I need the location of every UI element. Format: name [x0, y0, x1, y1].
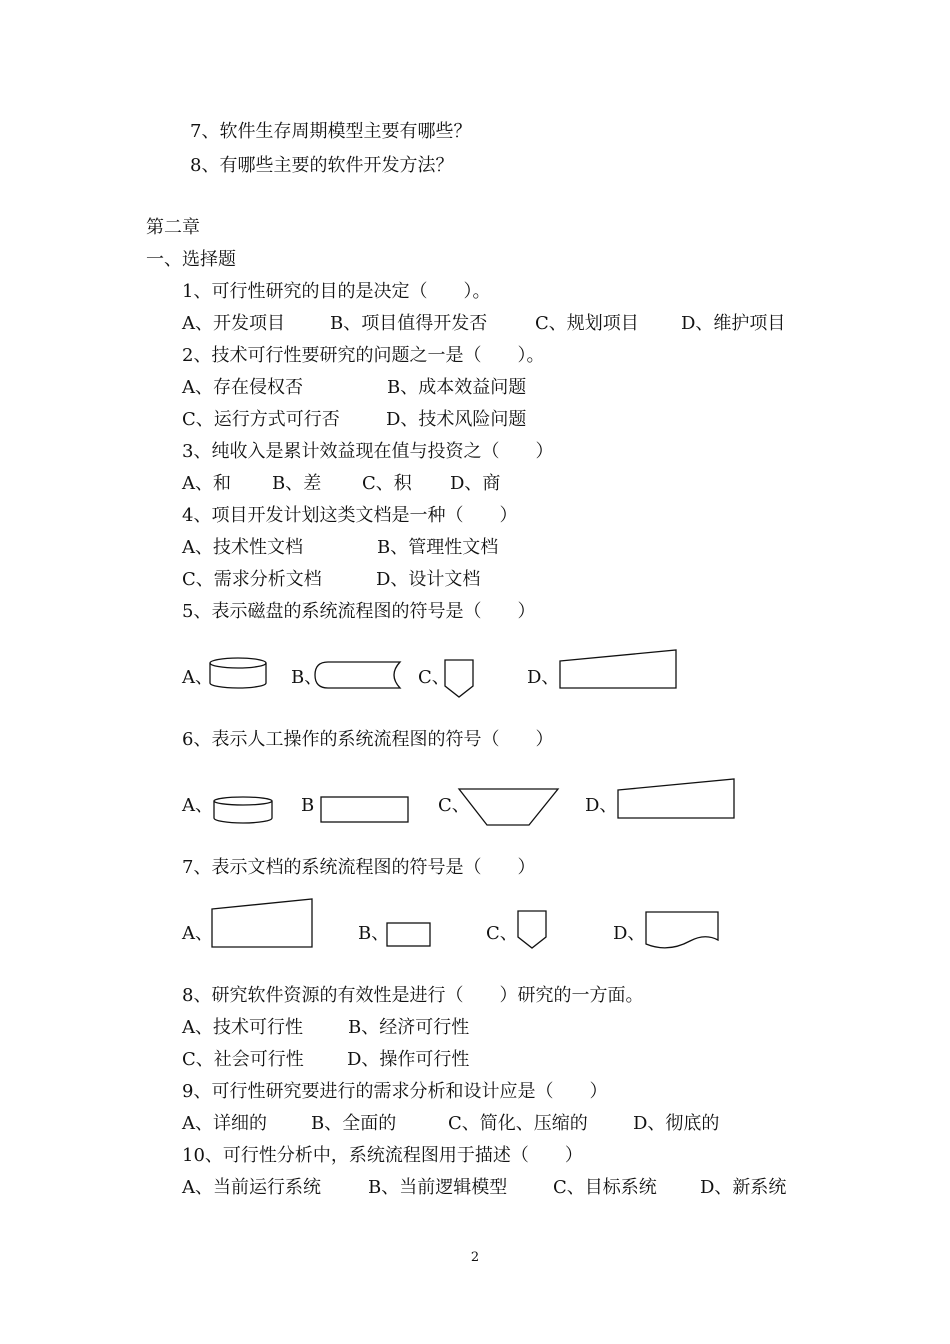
- q1-option-a: A、开发项目: [182, 313, 285, 334]
- offpage-connector-symbol: [515, 909, 551, 951]
- q1-option-c: C、规划项目: [535, 313, 639, 334]
- q5-label-a: A、: [182, 667, 213, 688]
- q7-label-a: A、: [182, 923, 213, 944]
- q6-label-d: D、: [585, 795, 618, 816]
- q9-option-c: C、简化、压缩的: [448, 1113, 588, 1134]
- q4-option-c: C、需求分析文档: [182, 569, 322, 590]
- q1-option-b: B、项目值得开发否: [330, 313, 488, 334]
- q3-option-d: D、商: [450, 473, 501, 494]
- question-1: 1、可行性研究的目的是决定（ ）。: [182, 281, 491, 302]
- q6-label-a: A、: [182, 795, 213, 816]
- q10-option-b: B、当前逻辑模型: [368, 1177, 508, 1198]
- process-rectangle-symbol: [385, 921, 433, 949]
- q6-label-c: C、: [438, 795, 470, 816]
- q8-option-b: B、经济可行性: [348, 1017, 470, 1038]
- q9-option-b: B、全面的: [311, 1113, 397, 1134]
- process-rectangle-symbol: [318, 795, 412, 825]
- question-7: 7、表示文档的系统流程图的符号是（ ）: [182, 857, 536, 878]
- question-8-intro: 8、有哪些主要的软件开发方法？: [190, 155, 454, 176]
- offpage-connector-symbol: [442, 658, 478, 700]
- q3-option-a: A、和: [182, 473, 231, 494]
- document-symbol: [643, 909, 723, 951]
- question-3: 3、纯收入是累计效益现在值与投资之（ ）: [182, 441, 554, 462]
- chapter-title: 第二章: [146, 217, 200, 238]
- q3-option-b: B、差: [272, 473, 322, 494]
- q1-option-d: D、维护项目: [681, 313, 786, 334]
- q10-option-c: C、目标系统: [553, 1177, 657, 1198]
- q5-label-c: C、: [418, 667, 450, 688]
- q3-option-c: C、积: [362, 473, 412, 494]
- question-4: 4、项目开发计划这类文档是一种（ ）: [182, 505, 518, 526]
- manual-input-symbol: [210, 897, 316, 951]
- question-6: 6、表示人工操作的系统流程图的符号（ ）: [182, 729, 554, 750]
- disk-cylinder-symbol: [212, 795, 276, 827]
- q7-label-b: B、: [358, 923, 390, 944]
- q8-option-a: A、技术可行性: [182, 1017, 303, 1038]
- q5-label-b: B、: [291, 667, 323, 688]
- q9-option-d: D、彻底的: [633, 1113, 720, 1134]
- question-7-intro: 7、软件生存周期模型主要有哪些？: [190, 121, 472, 142]
- q10-option-d: D、新系统: [700, 1177, 787, 1198]
- q8-option-d: D、操作可行性: [347, 1049, 470, 1070]
- question-9: 9、可行性研究要进行的需求分析和设计应是（ ）: [182, 1081, 608, 1102]
- question-10: 10、可行性分析中，系统流程图用于描述（ ）: [182, 1145, 583, 1166]
- q2-option-a: A、存在侵权否: [182, 377, 303, 398]
- q5-label-d: D、: [527, 667, 560, 688]
- question-8: 8、研究软件资源的有效性是进行（ ）研究的一方面。: [182, 985, 644, 1006]
- q4-option-b: B、管理性文档: [377, 537, 499, 558]
- q8-option-c: C、社会可行性: [182, 1049, 304, 1070]
- q4-option-d: D、设计文档: [376, 569, 481, 590]
- q2-option-c: C、运行方式可行否: [182, 409, 340, 430]
- q2-option-b: B、成本效益问题: [387, 377, 527, 398]
- question-5: 5、表示磁盘的系统流程图的符号是（ ）: [182, 601, 536, 622]
- q9-option-a: A、详细的: [182, 1113, 267, 1134]
- q10-option-a: A、当前运行系统: [182, 1177, 321, 1198]
- page-number: 2: [470, 1250, 480, 1265]
- q7-label-c: C、: [486, 923, 518, 944]
- q2-option-d: D、技术风险问题: [386, 409, 527, 430]
- manual-operation-symbol: [456, 786, 562, 828]
- question-2: 2、技术可行性要研究的问题之一是（ ）。: [182, 345, 545, 366]
- online-storage-symbol: [312, 660, 408, 692]
- q4-option-a: A、技术性文档: [182, 537, 303, 558]
- q7-label-d: D、: [613, 923, 646, 944]
- manual-input-symbol: [616, 777, 738, 821]
- manual-input-symbol: [558, 648, 680, 692]
- q6-label-b: B: [301, 795, 315, 816]
- section-title: 一、选择题: [146, 249, 236, 270]
- disk-cylinder-symbol: [208, 656, 272, 692]
